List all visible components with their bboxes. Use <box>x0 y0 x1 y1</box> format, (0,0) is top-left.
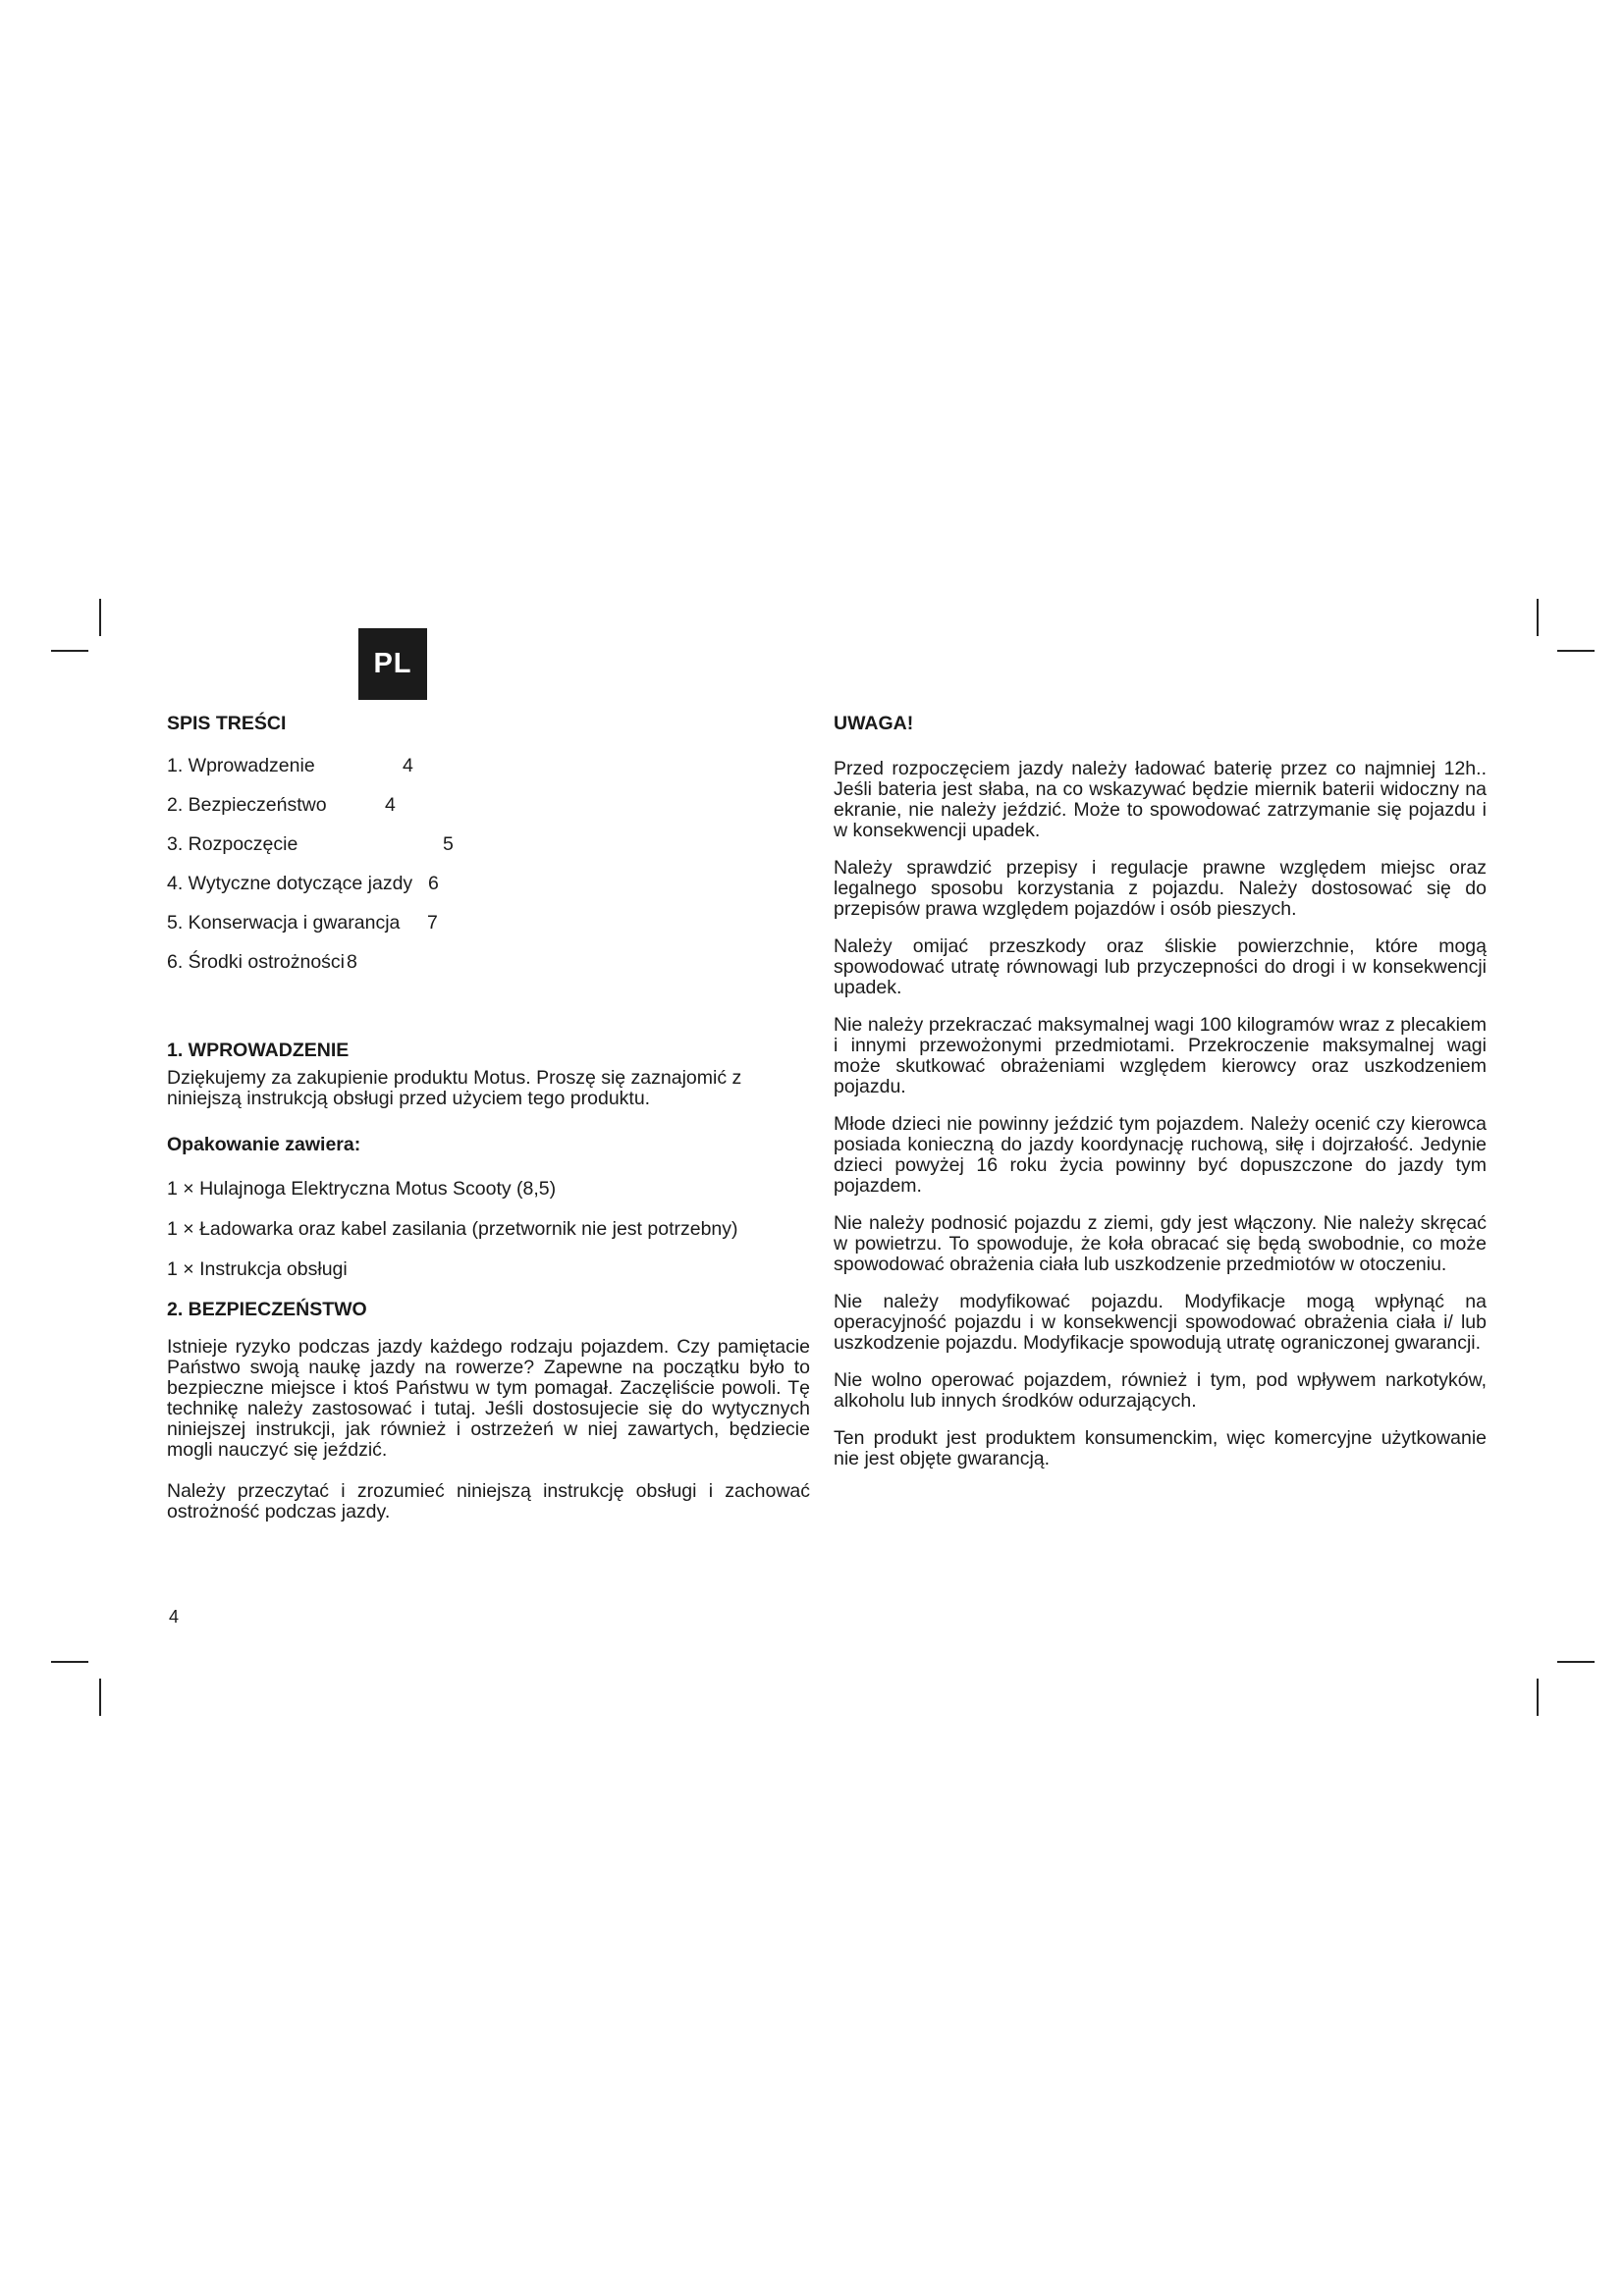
toc-item-page: 7 <box>427 912 438 934</box>
warning-paragraph: Należy sprawdzić przepisy i regulacje prawne względem miejsc oraz legalnego sposobu korzystania z pojazdu. Należy dostosować się do przepisów prawa względem pojazdów i osób pieszych. <box>834 857 1487 920</box>
left-column <box>167 714 810 1543</box>
intro-text: Dziękujemy za zakupienie produktu Motus. Proszę się zaznajomić z niniejszą instrukcją obsługi przed użyciem tego produktu. <box>167 1067 742 1109</box>
warning-paragraph: Nie wolno operować pojazdem, również i tym, pod wpływem narkotyków, alkoholu lub innych środków odurzających. <box>834 1369 1487 1412</box>
toc-item <box>167 952 810 991</box>
toc-item-label: 6. Środki ostrożności <box>167 951 345 973</box>
toc-item-label: 5. Konserwacja i gwarancja <box>167 912 401 934</box>
warning-paragraph: Nie należy podnosić pojazdu z ziemi, gdy jest włączony. Nie należy skręcać w powietrzu. To spowoduje, że koła obracać się będą swobodnie, co może spowodować obrażenia ciała lub uszkodzenie przedmiotów w otoczeniu. <box>834 1212 1487 1275</box>
package-item: 1 × Ładowarka oraz kabel zasilania (przetwornik nie jest potrzebny) <box>167 1218 738 1240</box>
warning-paragraph: Nie należy modyfikować pojazdu. Modyfikacje mogą wpłynąć na operacyjność pojazdu i w konsekwencji spowodować obrażenia ciała i/ lub uszkodzenie pojazdu. Modyfikacje spowodują utratę ograniczonej gwarancji. <box>834 1291 1487 1354</box>
toc-item <box>167 834 810 874</box>
warning-paragraph: Przed rozpoczęciem jazdy należy ładować baterię przez co najmniej 12h.. Jeśli bateria jest słaba, na co wskazywać będzie miernik baterii widoczny na ekranie, nie należy jeździć. Może to spowodować zatrzymanie się pojazdu i w konsekwencji upadek. <box>834 758 1487 841</box>
package-title: Opakowanie zawiera: <box>167 1134 361 1155</box>
crop-mark-top-right-horizontal <box>1557 650 1595 652</box>
toc-item <box>167 913 810 952</box>
crop-mark-bottom-left-vertical <box>99 1679 101 1716</box>
toc-title: SPIS TREŚCI <box>167 713 287 734</box>
package-item: 1 × Hulajnoga Elektryczna Motus Scooty (8,5) <box>167 1178 557 1200</box>
crop-mark-top-left-vertical <box>99 599 101 636</box>
warning-paragraph: Ten produkt jest produktem konsumenckim, więc komercyjne użytkowanie nie jest objęte gwarancją. <box>834 1427 1487 1469</box>
language-badge: PL <box>358 628 427 700</box>
package-item: 1 × Instrukcja obsługi <box>167 1258 348 1280</box>
toc-item-label: 3. Rozpoczęcie <box>167 833 298 855</box>
crop-mark-bottom-right-horizontal <box>1557 1661 1595 1663</box>
toc-item-label: 1. Wprowadzenie <box>167 755 315 776</box>
intro-heading: 1. WPROWADZENIE <box>167 1040 350 1061</box>
right-column <box>834 714 1487 1486</box>
safety-paragraph: Istnieje ryzyko podczas jazdy każdego rodzaju pojazdem. Czy pamiętacie Państwo swoją naukę jazdy na rowerze? Zapewne na początku było to bezpieczne miejsce i ktoś Państwu w tym pomagał. Zaczęliście powoli. Tę technikę należy zastosować i tutaj. Jeśli dostosujecie się do wytycznych niniejszej instrukcji, jak również i ostrzeżeń w niej zawartych, będziecie mogli nauczyć się jeździć. <box>167 1336 810 1461</box>
warning-heading: UWAGA! <box>834 713 914 734</box>
toc-item <box>167 874 810 913</box>
warning-paragraph: Młode dzieci nie powinny jeździć tym pojazdem. Należy ocenić czy kierowca posiada konieczną do jazdy koordynację ruchową, siłę i dojrzałość. Jedynie dzieci powyżej 16 roku życia powinny być dopuszczone do jazdy tym pojazdem. <box>834 1113 1487 1197</box>
crop-mark-bottom-right-vertical <box>1537 1679 1539 1716</box>
warning-paragraph: Należy omijać przeszkody oraz śliskie powierzchnie, które mogą spowodować utratę równowagi lub przyczepności do drogi i w konsekwencji upadek. <box>834 935 1487 998</box>
toc-item-page: 4 <box>403 755 413 776</box>
toc-item-label: 2. Bezpieczeństwo <box>167 794 327 816</box>
toc-item <box>167 756 810 795</box>
safety-heading: 2. BEZPIECZEŃSTWO <box>167 1299 367 1320</box>
crop-mark-top-right-vertical <box>1537 599 1539 636</box>
toc-item-page: 5 <box>443 833 454 855</box>
page-number: 4 <box>169 1607 180 1627</box>
safety-paragraph: Należy przeczytać i zrozumieć niniejszą instrukcję obsługi i zachować ostrożność podczas jazdy. <box>167 1480 810 1522</box>
toc-item-label: 4. Wytyczne dotyczące jazdy <box>167 873 413 894</box>
toc-item-page: 8 <box>347 951 357 973</box>
warning-paragraph: Nie należy przekraczać maksymalnej wagi 100 kilogramów wraz z plecakiem i innymi przewożonymi przedmiotami. Przekroczenie maksymalnej wagi może skutkować obrażeniami względem kierowcy oraz uszkodzeniem pojazdu. <box>834 1014 1487 1097</box>
crop-mark-top-left-horizontal <box>51 650 88 652</box>
toc-item-page: 4 <box>385 794 396 816</box>
toc-item-page: 6 <box>428 873 439 894</box>
crop-mark-bottom-left-horizontal <box>51 1661 88 1663</box>
toc-item <box>167 795 810 834</box>
